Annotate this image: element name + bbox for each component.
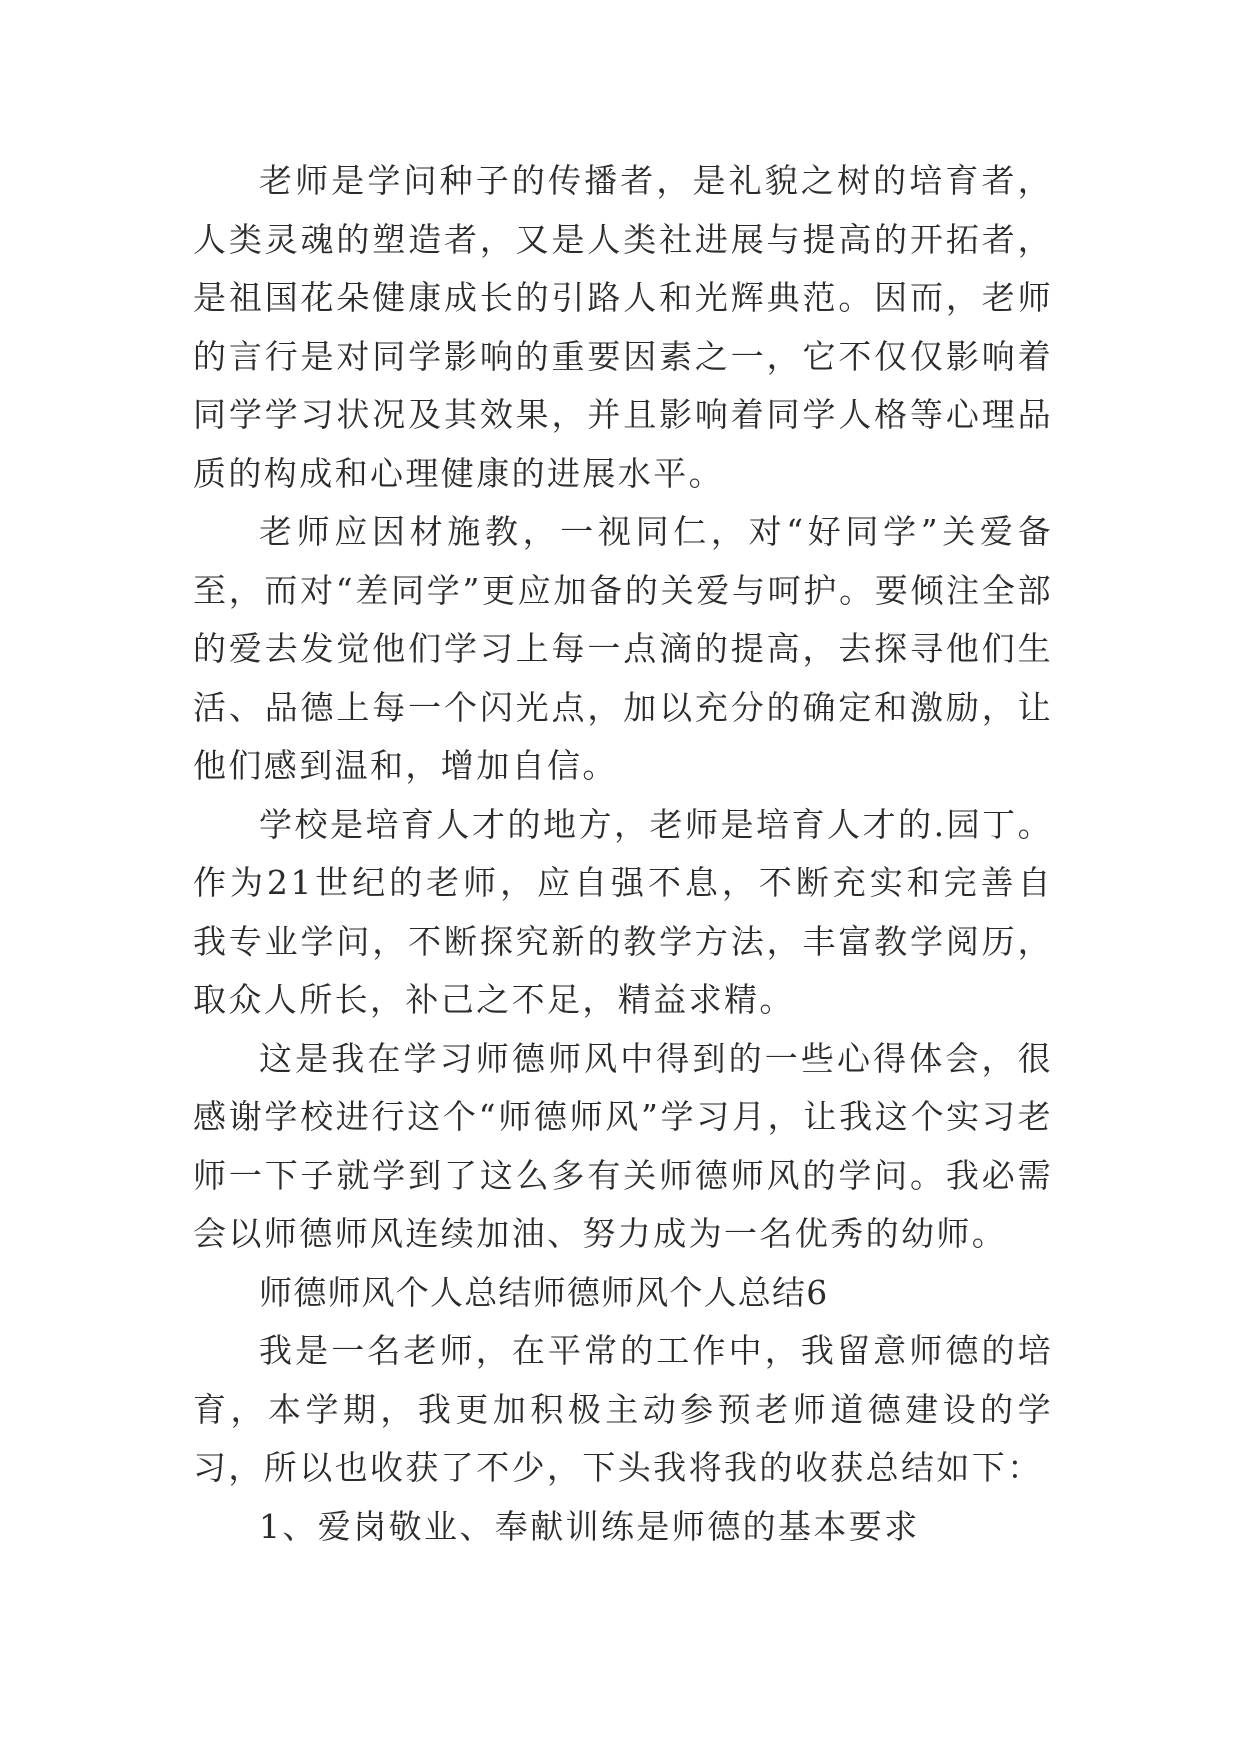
section-heading: 师德师风个人总结师德师风个人总结6	[259, 1272, 829, 1312]
paragraph-teacher-role: 老师是学问种子的传播者，是礼貌之树的培育者，人类灵魂的塑造者，又是人类社进展与提高的开拓者，是祖国花朵健康成长的引路人和光辉典范。因而，老师的言行是对同学影响的重要因素之一，它不仅仅影响着同学学习状况及其效果，并且影响着同学人格等心理品质的构成和心理健康的进展水平。	[193, 161, 1053, 493]
paragraph-teaching-according-to-aptitude: 老师应因材施教，一视同仁，对“好同学”关爱备至，而对“差同学”更应加备的关爱与呵护。要倾注全部的爱去发觉他们学习上每一点滴的提高，去探寻他们生活、品德上每一个闪光点，加以充分的确定和激励，让他们感到温和，增加自信。	[193, 512, 1053, 785]
paragraph-section-intro: 我是一名老师，在平常的工作中，我留意师德的培育，本学期，我更加积极主动参预老师道德建设的学习，所以也收获了不少，下头我将我的收获总结如下：	[193, 1331, 1053, 1487]
paragraph-reflection: 这是我在学习师德师风中得到的一些心得体会，很感谢学校进行这个“师德师风”学习月，让我这个实习老师一下子就学到了这么多有关师德师风的学问。我必需会以师德师风连续加油、努力成为一名优秀的幼师。	[193, 1038, 1053, 1253]
document-body	[193, 152, 1053, 1556]
paragraph-school-gardener: 学校是培育人才的地方，老师是培育人才的.园丁。作为21世纪的老师，应自强不息，不断充实和完善自我专业学问，不断探究新的教学方法，丰富教学阅历，取众人所长，补己之不足，精益求精。	[193, 804, 1053, 1019]
list-item-1: 1、爱岗敬业、奉献训练是师德的基本要求	[259, 1506, 920, 1546]
